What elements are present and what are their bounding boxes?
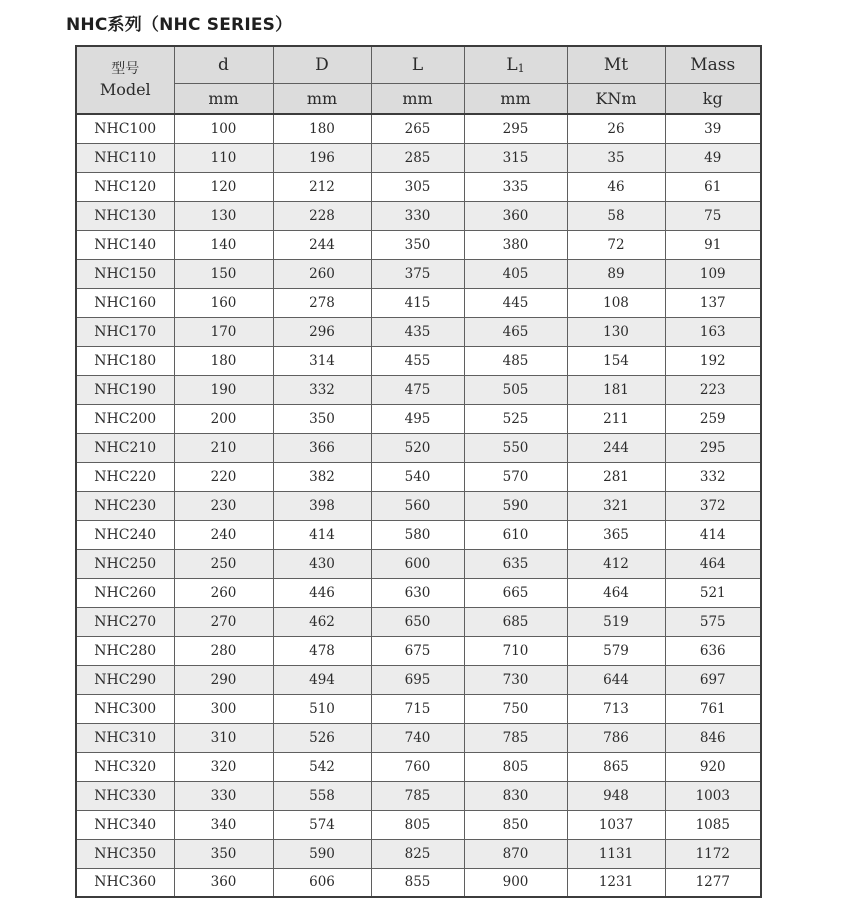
L-cell: 740: [371, 723, 464, 752]
model-cell: NHC190: [76, 375, 174, 404]
L-cell: 285: [371, 143, 464, 172]
model-cell: NHC170: [76, 317, 174, 346]
table-row: [76, 868, 761, 897]
D-cell: 314: [273, 346, 371, 375]
Mass-cell: 414: [665, 520, 761, 549]
d-cell: 200: [174, 404, 273, 433]
model-cell: NHC120: [76, 172, 174, 201]
Mass-cell: 91: [665, 230, 761, 259]
L1-cell: 485: [464, 346, 567, 375]
Mt-cell: 713: [567, 694, 665, 723]
d-cell: 260: [174, 578, 273, 607]
Mass-cell: 163: [665, 317, 761, 346]
d-cell: 290: [174, 665, 273, 694]
header-unit-row: [76, 83, 761, 114]
Mt-cell: 108: [567, 288, 665, 317]
table-row: [76, 694, 761, 723]
model-cell: NHC270: [76, 607, 174, 636]
L-cell: 715: [371, 694, 464, 723]
Mass-cell: 920: [665, 752, 761, 781]
L1-cell: 785: [464, 723, 567, 752]
L1-cell: 685: [464, 607, 567, 636]
D-cell: 462: [273, 607, 371, 636]
model-cell: NHC110: [76, 143, 174, 172]
L1-cell: 665: [464, 578, 567, 607]
model-cell: NHC280: [76, 636, 174, 665]
L-cell: 560: [371, 491, 464, 520]
table-row: [76, 607, 761, 636]
unit-D: mm: [273, 83, 371, 114]
L1-cell: 525: [464, 404, 567, 433]
model-cell: NHC320: [76, 752, 174, 781]
table-row: [76, 433, 761, 462]
L1-cell: 505: [464, 375, 567, 404]
Mass-cell: 1085: [665, 810, 761, 839]
Mt-cell: 211: [567, 404, 665, 433]
d-cell: 170: [174, 317, 273, 346]
d-cell: 180: [174, 346, 273, 375]
Mt-cell: 464: [567, 578, 665, 607]
Mt-cell: 1131: [567, 839, 665, 868]
Mt-cell: 154: [567, 346, 665, 375]
d-cell: 310: [174, 723, 273, 752]
L1-cell: 295: [464, 114, 567, 143]
table-row: [76, 346, 761, 375]
Mass-cell: 259: [665, 404, 761, 433]
L-cell: 825: [371, 839, 464, 868]
model-cell: NHC330: [76, 781, 174, 810]
Mass-cell: 137: [665, 288, 761, 317]
L1-cell: 610: [464, 520, 567, 549]
table-row: [76, 462, 761, 491]
D-cell: 350: [273, 404, 371, 433]
table-body: [76, 114, 761, 897]
table-row: [76, 230, 761, 259]
Mass-cell: 575: [665, 607, 761, 636]
L-cell: 520: [371, 433, 464, 462]
L1-cell: 730: [464, 665, 567, 694]
table-row: [76, 404, 761, 433]
d-cell: 240: [174, 520, 273, 549]
L-cell: 305: [371, 172, 464, 201]
column-header-L1: L1: [464, 46, 567, 83]
d-cell: 150: [174, 259, 273, 288]
L1-cell: 405: [464, 259, 567, 288]
table-row: [76, 636, 761, 665]
D-cell: 430: [273, 549, 371, 578]
D-cell: 196: [273, 143, 371, 172]
d-cell: 280: [174, 636, 273, 665]
L1-cell: 710: [464, 636, 567, 665]
Mass-cell: 61: [665, 172, 761, 201]
D-cell: 260: [273, 259, 371, 288]
table-row: [76, 549, 761, 578]
model-cell: NHC210: [76, 433, 174, 462]
Mt-cell: 644: [567, 665, 665, 694]
Mt-cell: 130: [567, 317, 665, 346]
table-row: [76, 723, 761, 752]
d-cell: 190: [174, 375, 273, 404]
model-cell: NHC150: [76, 259, 174, 288]
D-cell: 228: [273, 201, 371, 230]
d-cell: 360: [174, 868, 273, 897]
L-cell: 675: [371, 636, 464, 665]
unit-L1: mm: [464, 83, 567, 114]
L-cell: 265: [371, 114, 464, 143]
Mt-cell: 181: [567, 375, 665, 404]
L-cell: 695: [371, 665, 464, 694]
Mass-cell: 223: [665, 375, 761, 404]
Mass-cell: 372: [665, 491, 761, 520]
model-cell: NHC360: [76, 868, 174, 897]
header-name-row: [76, 46, 761, 83]
D-cell: 180: [273, 114, 371, 143]
column-header-d: d: [174, 46, 273, 83]
table-row: [76, 375, 761, 404]
d-cell: 300: [174, 694, 273, 723]
Mt-cell: 244: [567, 433, 665, 462]
Mt-cell: 26: [567, 114, 665, 143]
Mt-cell: 412: [567, 549, 665, 578]
Mass-cell: 697: [665, 665, 761, 694]
Mt-cell: 579: [567, 636, 665, 665]
D-cell: 478: [273, 636, 371, 665]
unit-L: mm: [371, 83, 464, 114]
table-row: [76, 839, 761, 868]
model-header-cjk: 型号: [111, 60, 140, 77]
model-cell: NHC340: [76, 810, 174, 839]
Mt-cell: 865: [567, 752, 665, 781]
D-cell: 244: [273, 230, 371, 259]
Mt-cell: 948: [567, 781, 665, 810]
Mass-cell: 761: [665, 694, 761, 723]
table-row: [76, 665, 761, 694]
model-cell: NHC180: [76, 346, 174, 375]
L1-cell: 850: [464, 810, 567, 839]
model-cell: NHC350: [76, 839, 174, 868]
table-row: [76, 578, 761, 607]
Mass-cell: 109: [665, 259, 761, 288]
D-cell: 332: [273, 375, 371, 404]
d-cell: 100: [174, 114, 273, 143]
L-cell: 540: [371, 462, 464, 491]
unit-d: mm: [174, 83, 273, 114]
table-row: [76, 288, 761, 317]
L-cell: 580: [371, 520, 464, 549]
Mt-cell: 786: [567, 723, 665, 752]
D-cell: 606: [273, 868, 371, 897]
Mt-cell: 35: [567, 143, 665, 172]
d-cell: 120: [174, 172, 273, 201]
column-header-Mass: Mass: [665, 46, 761, 83]
model-cell: NHC130: [76, 201, 174, 230]
Mt-cell: 1037: [567, 810, 665, 839]
d-cell: 270: [174, 607, 273, 636]
table-row: [76, 752, 761, 781]
Mass-cell: 75: [665, 201, 761, 230]
table-row: [76, 201, 761, 230]
L1-cell: 635: [464, 549, 567, 578]
d-cell: 220: [174, 462, 273, 491]
D-cell: 510: [273, 694, 371, 723]
L-cell: 805: [371, 810, 464, 839]
d-cell: 140: [174, 230, 273, 259]
Mt-cell: 519: [567, 607, 665, 636]
page-title: NHC系列（NHC SERIES）: [66, 15, 293, 35]
Mass-cell: 192: [665, 346, 761, 375]
D-cell: 446: [273, 578, 371, 607]
L-cell: 330: [371, 201, 464, 230]
L-cell: 785: [371, 781, 464, 810]
d-cell: 340: [174, 810, 273, 839]
Mt-cell: 72: [567, 230, 665, 259]
Mt-cell: 281: [567, 462, 665, 491]
L1-cell: 380: [464, 230, 567, 259]
L-cell: 600: [371, 549, 464, 578]
model-cell: NHC260: [76, 578, 174, 607]
d-cell: 320: [174, 752, 273, 781]
L-cell: 495: [371, 404, 464, 433]
L1-cell: 315: [464, 143, 567, 172]
d-cell: 330: [174, 781, 273, 810]
D-cell: 494: [273, 665, 371, 694]
L-cell: 375: [371, 259, 464, 288]
column-header-Mt: Mt: [567, 46, 665, 83]
D-cell: 398: [273, 491, 371, 520]
table-row: [76, 259, 761, 288]
D-cell: 542: [273, 752, 371, 781]
table-row: [76, 810, 761, 839]
d-cell: 130: [174, 201, 273, 230]
column-header-L1-sub: 1: [517, 61, 525, 75]
D-cell: 296: [273, 317, 371, 346]
D-cell: 382: [273, 462, 371, 491]
model-cell: NHC200: [76, 404, 174, 433]
d-cell: 350: [174, 839, 273, 868]
table-row: [76, 781, 761, 810]
model-cell: NHC310: [76, 723, 174, 752]
L-cell: 350: [371, 230, 464, 259]
D-cell: 212: [273, 172, 371, 201]
d-cell: 230: [174, 491, 273, 520]
L1-cell: 590: [464, 491, 567, 520]
L1-cell: 550: [464, 433, 567, 462]
L-cell: 760: [371, 752, 464, 781]
Mt-cell: 58: [567, 201, 665, 230]
model-header-latin: Model: [99, 79, 151, 99]
L-cell: 855: [371, 868, 464, 897]
D-cell: 366: [273, 433, 371, 462]
L1-cell: 445: [464, 288, 567, 317]
Mass-cell: 636: [665, 636, 761, 665]
Mass-cell: 1172: [665, 839, 761, 868]
Mass-cell: 49: [665, 143, 761, 172]
Mt-cell: 365: [567, 520, 665, 549]
model-cell: NHC100: [76, 114, 174, 143]
d-cell: 160: [174, 288, 273, 317]
model-cell: NHC240: [76, 520, 174, 549]
Mt-cell: 89: [567, 259, 665, 288]
column-header-D: D: [273, 46, 371, 83]
model-cell: NHC300: [76, 694, 174, 723]
L-cell: 475: [371, 375, 464, 404]
L1-cell: 360: [464, 201, 567, 230]
model-cell: NHC250: [76, 549, 174, 578]
D-cell: 526: [273, 723, 371, 752]
d-cell: 210: [174, 433, 273, 462]
Mass-cell: 521: [665, 578, 761, 607]
L1-cell: 805: [464, 752, 567, 781]
Mass-cell: 332: [665, 462, 761, 491]
table-row: [76, 491, 761, 520]
model-cell: NHC230: [76, 491, 174, 520]
model-cell: NHC220: [76, 462, 174, 491]
D-cell: 278: [273, 288, 371, 317]
table-row: [76, 172, 761, 201]
Mt-cell: 1231: [567, 868, 665, 897]
table-row: [76, 520, 761, 549]
L-cell: 650: [371, 607, 464, 636]
Mass-cell: 39: [665, 114, 761, 143]
nhc-spec-table: [75, 45, 762, 898]
D-cell: 590: [273, 839, 371, 868]
table-row: [76, 317, 761, 346]
table-header: [76, 46, 761, 114]
model-cell: NHC160: [76, 288, 174, 317]
Mass-cell: 464: [665, 549, 761, 578]
L1-cell: 570: [464, 462, 567, 491]
D-cell: 574: [273, 810, 371, 839]
d-cell: 250: [174, 549, 273, 578]
Mt-cell: 46: [567, 172, 665, 201]
Mass-cell: 295: [665, 433, 761, 462]
L1-cell: 465: [464, 317, 567, 346]
L1-cell: 870: [464, 839, 567, 868]
D-cell: 414: [273, 520, 371, 549]
L-cell: 415: [371, 288, 464, 317]
Mass-cell: 1277: [665, 868, 761, 897]
d-cell: 110: [174, 143, 273, 172]
L1-cell: 900: [464, 868, 567, 897]
L-cell: 435: [371, 317, 464, 346]
L-cell: 630: [371, 578, 464, 607]
L1-cell: 750: [464, 694, 567, 723]
unit-Mt: KNm: [567, 83, 665, 114]
L1-cell: 830: [464, 781, 567, 810]
L-cell: 455: [371, 346, 464, 375]
table-row: [76, 143, 761, 172]
unit-Mass: kg: [665, 83, 761, 114]
D-cell: 558: [273, 781, 371, 810]
model-cell: NHC290: [76, 665, 174, 694]
L1-cell: 335: [464, 172, 567, 201]
Mass-cell: 1003: [665, 781, 761, 810]
column-header-L: L: [371, 46, 464, 83]
column-header-model: [76, 46, 174, 114]
Mass-cell: 846: [665, 723, 761, 752]
table-row: [76, 114, 761, 143]
model-cell: NHC140: [76, 230, 174, 259]
Mt-cell: 321: [567, 491, 665, 520]
